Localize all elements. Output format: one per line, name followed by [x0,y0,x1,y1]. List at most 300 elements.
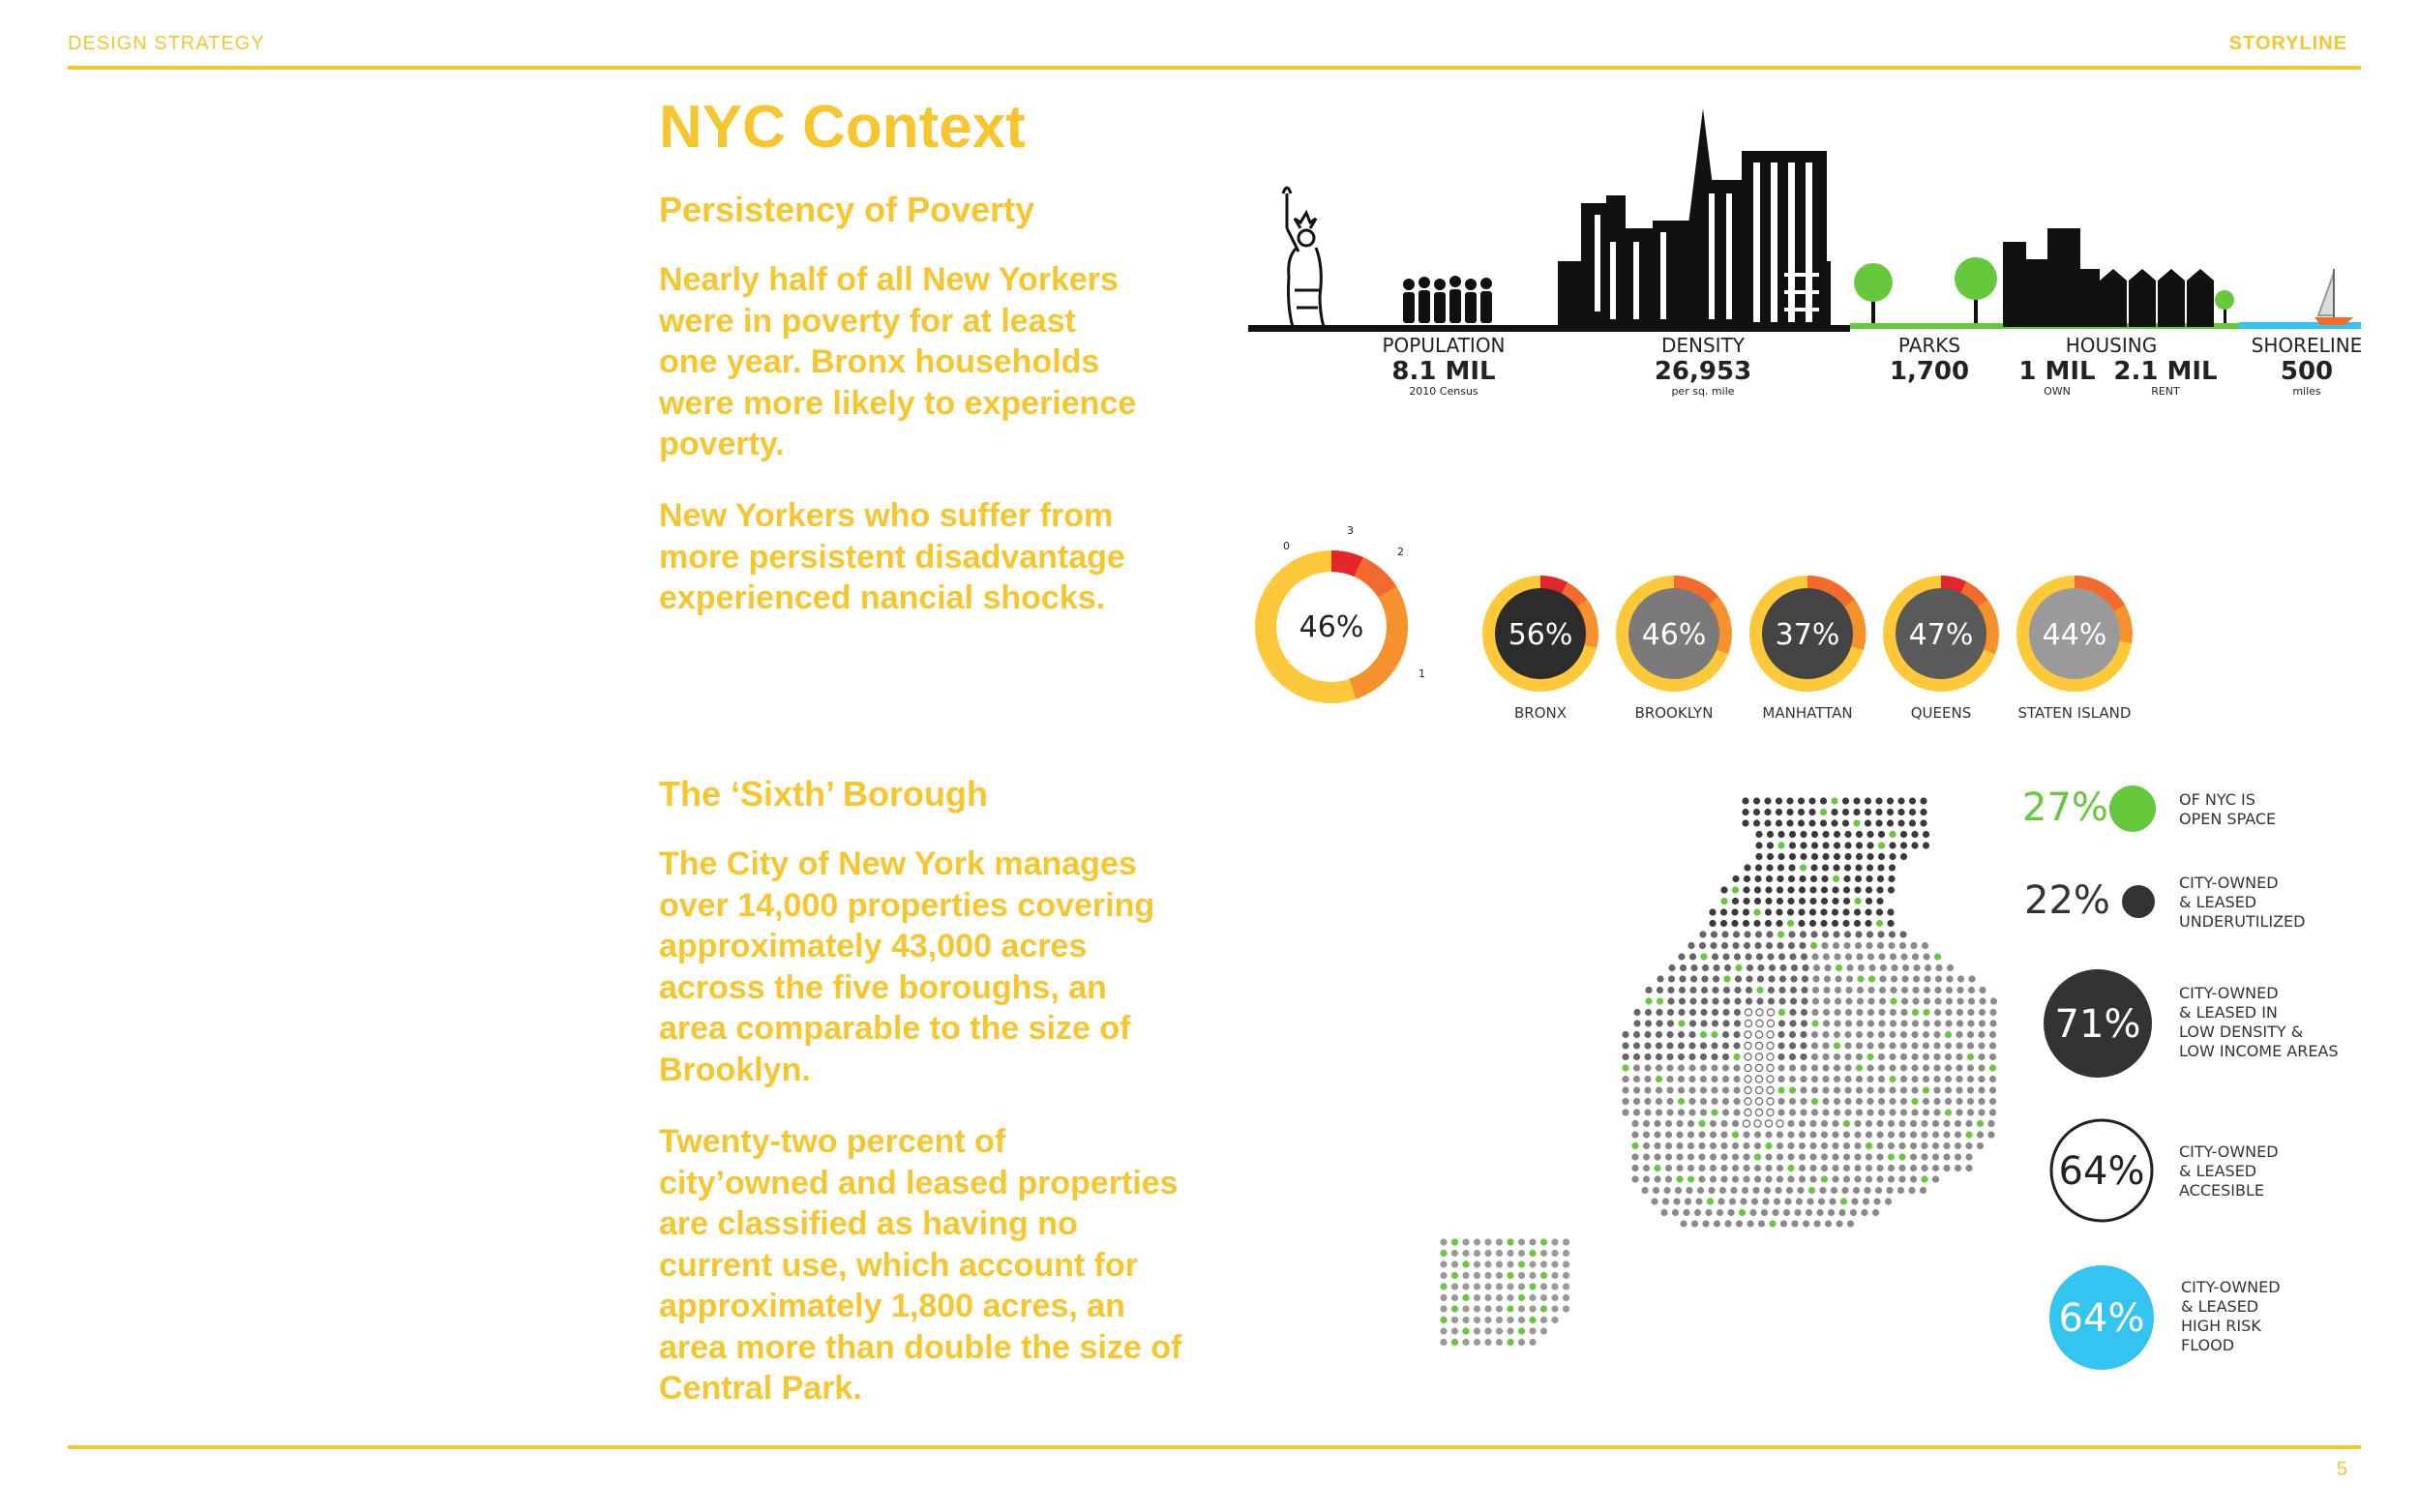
map-dot [1765,1120,1772,1127]
map-dot [1540,1305,1547,1312]
map-dot [1802,964,1808,971]
map-dot [1742,797,1748,804]
map-dot [1924,987,1930,993]
map-dot [1754,1131,1761,1138]
map-dot [1754,942,1761,949]
map-dot [1888,1153,1895,1160]
map-dot [1767,842,1774,848]
map-dot [1787,886,1794,893]
map-dot [1832,1131,1838,1138]
map-dot [1711,1076,1717,1082]
map-dot [1712,1009,1718,1016]
map-dot [1890,953,1896,960]
map-dot [1956,1064,1962,1071]
map-dot [1474,1305,1480,1312]
map-dot [1700,1053,1707,1060]
map-dot [1496,1238,1503,1245]
map-dot [1946,987,1953,993]
map-dot [1722,1053,1729,1060]
map-dot [1440,1294,1447,1301]
map-dot [1864,1187,1870,1194]
map-dot [1755,1053,1762,1060]
map-dot [1734,987,1741,993]
map-dot [1899,931,1906,937]
map-dot [1889,831,1896,838]
map-dot [1484,1339,1491,1346]
map-dot [1943,1120,1950,1127]
map-dot [1687,1131,1694,1138]
map-dot [1898,1142,1905,1149]
map-dot [1856,1109,1863,1115]
map-dot [1689,953,1696,960]
stat-line: FLOOD [2181,1336,2235,1354]
map-dot [1820,920,1827,927]
map-dot [1755,853,1762,860]
map-dot [1753,797,1760,804]
stat-open-space [2022,786,2276,832]
map-dot [1889,864,1896,871]
map-dot [1518,1317,1525,1323]
map-dot [1844,842,1851,848]
map-dot [1824,975,1831,982]
map-dot [1777,842,1784,848]
map-dot [1867,1020,1874,1026]
map-dot [1700,1009,1707,1016]
map-dot [1878,853,1885,860]
map-dot [1879,997,1886,1004]
map-dot [1910,1131,1917,1138]
map-dot [1663,1187,1670,1194]
map-dot [1687,1165,1694,1171]
map-dot [1978,1086,1985,1093]
map-dot [1765,1175,1772,1182]
map-dot [1766,942,1773,949]
map-dot [1800,1031,1807,1038]
map-dot [1943,1153,1950,1160]
map-dot [1989,1064,1996,1071]
map-dot [1897,1187,1904,1194]
map-dot [1873,1198,1880,1204]
map-dot [1710,1165,1717,1171]
map-dot [1496,1272,1503,1279]
map-dot [1697,1187,1704,1194]
map-dot [1518,1305,1525,1312]
map-dot [1811,953,1818,960]
map-dot [1956,1042,1962,1049]
map-dot [1799,886,1806,893]
map-dot [1694,1209,1701,1216]
map-dot [1755,1031,1762,1038]
text-line: were more likely to experience [659,384,1137,422]
map-dot [1665,1131,1672,1138]
map-dot [1854,1142,1861,1149]
map-dot [1631,1175,1638,1182]
map-dot [1729,1198,1736,1204]
map-dot [1769,1220,1776,1227]
map-dot [1777,1175,1783,1182]
map-dot [1657,997,1663,1004]
map-dot [1787,1153,1794,1160]
map-dot [1496,1317,1503,1323]
map-dot [1789,831,1796,838]
ring-value: 47% [1908,618,1974,652]
stat-note: 2010 Census [1409,385,1478,398]
map-dot [1753,819,1760,826]
map-dot [1720,886,1727,893]
map-dot [1946,997,1953,1004]
map-dot [1743,1120,1749,1127]
ring-tick-label: 2 [1397,546,1404,558]
text-line: New Yorkers who suffer from [659,497,1114,534]
map-dot [1866,886,1872,893]
map-dot [1484,1327,1491,1334]
map-dot [1496,1294,1503,1301]
map-dot [1722,1042,1729,1049]
map-dot [1563,1260,1569,1267]
map-dot [1745,1098,1751,1105]
header-left: DESIGN STRATEGY [68,33,265,54]
map-dot [1440,1238,1447,1245]
map-dot [1540,1250,1547,1257]
map-dot [1768,987,1775,993]
map-dot [1820,908,1827,915]
map-dot [1798,908,1805,915]
map-dot [1913,975,1920,982]
map-dot [1834,1020,1840,1026]
map-dot [1822,1053,1829,1060]
map-dot [1678,1009,1685,1016]
text-line: approximately 43,000 acres [659,928,1088,964]
map-dot [1722,1076,1729,1082]
map-dot [1857,987,1864,993]
map-dot [1843,1131,1850,1138]
map-dot [1551,1250,1558,1257]
map-dot [1853,819,1860,826]
text-line: area comparable to the size of [659,1010,1131,1047]
map-dot [1688,1076,1695,1082]
map-dot [1843,1165,1850,1171]
map-dot [1484,1260,1491,1267]
map-dot [1688,1031,1695,1038]
map-dot [1757,975,1764,982]
map-dot [1689,1020,1696,1026]
map-dot [1633,1064,1640,1071]
map-dot [1800,831,1807,838]
map-dot [1923,1042,1929,1049]
map-dot [1733,1064,1740,1071]
map-dot [1722,1098,1729,1105]
map-dot [1811,1098,1818,1105]
map-dot [1866,1142,1872,1149]
map-dot [1777,1064,1784,1071]
map-dot [1767,1086,1774,1093]
map-dot [1854,920,1861,927]
map-dot [1711,1031,1717,1038]
map-dot [1856,1086,1863,1093]
ring-value: 46% [1641,618,1707,652]
map-dot [1710,1142,1717,1149]
map-dot [1856,1020,1863,1026]
map-dot [1777,875,1783,882]
map-dot [1700,1109,1707,1115]
map-dot [1676,1175,1683,1182]
map-dot [1484,1283,1491,1290]
map-dot [1901,987,1908,993]
stat-line: & LEASED [2181,1297,2259,1316]
map-dot [1777,931,1784,937]
map-dot [1767,1009,1774,1016]
map-dot [1912,997,1919,1004]
map-dot [1809,1131,1816,1138]
map-dot [1867,842,1873,848]
map-dot [1900,1031,1907,1038]
map-dot [1967,1109,1974,1115]
map-dot [1854,1131,1861,1138]
map-dot [1687,942,1694,949]
map-dot [1876,1120,1883,1127]
map-dot [1933,1098,1940,1105]
map-dot [1978,1053,1985,1060]
text-line: more persistent disadvantage [659,538,1125,576]
map-dot [1722,1109,1729,1115]
map-dot [1889,1042,1896,1049]
map-dot [1656,1053,1662,1060]
map-dot [1778,997,1785,1004]
map-dot [1633,1076,1640,1082]
map-dot [1811,1031,1818,1038]
map-dot [1780,1220,1787,1227]
map-dot [1833,864,1839,871]
map-dot [1722,1064,1729,1071]
housing-buildings-icon [2003,228,2214,327]
map-dot [1656,1086,1662,1093]
map-dot [1900,831,1907,838]
map-dot [1799,898,1806,904]
map-dot [1633,1042,1640,1049]
map-dot [1934,997,1941,1004]
map-dot [1867,1064,1873,1071]
map-dot [1484,1317,1491,1323]
map-dot [1887,819,1894,826]
map-dot [1563,1305,1569,1312]
text-line: across the five boroughs, an [659,968,1107,1006]
map-dot [1777,1109,1784,1115]
map-dot [1912,1020,1919,1026]
map-dot [1987,1120,1994,1127]
map-dot [1720,908,1727,915]
map-dot [1868,964,1875,971]
map-dot [1868,975,1875,982]
map-dot [1754,875,1761,882]
map-dot [1911,1109,1918,1115]
map-dot [1989,1098,1996,1105]
map-dot [1846,975,1853,982]
map-dot [1843,1120,1850,1127]
map-dot [1731,908,1738,915]
map-dot [1540,1283,1547,1290]
map-dot [1735,975,1742,982]
map-dot [1777,1042,1784,1049]
map-dot [1820,819,1827,826]
map-dot [1878,1020,1885,1026]
map-dot [1783,1209,1790,1216]
map-dot [1507,1305,1513,1312]
map-dot [1856,953,1863,960]
map-dot [1739,1209,1746,1216]
map-dot [1698,1165,1705,1171]
map-dot [1540,1272,1547,1279]
map-dot [1633,1009,1640,1016]
map-dot [1877,942,1884,949]
map-dot [1844,1053,1851,1060]
ring-tick-label: 1 [1419,667,1425,680]
map-dot [1897,819,1904,826]
map-dot [1767,853,1774,860]
map-dot [1811,831,1818,838]
map-dot [1631,1131,1638,1138]
map-dot [1788,875,1795,882]
stat-line: OF NYC IS [2179,790,2255,809]
map-dot [1761,1209,1768,1216]
map-dot [1622,1053,1628,1060]
map-dot [1867,1042,1873,1049]
map-dot [1657,987,1663,993]
map-dot [1819,1187,1826,1194]
map-dot [1787,1175,1794,1182]
map-dot [1844,1086,1851,1093]
map-dot [1507,1283,1513,1290]
map-dot [1666,1086,1673,1093]
map-dot [1909,797,1916,804]
map-dot [1889,931,1896,937]
map-dot [1834,1086,1840,1093]
map-dot [1800,1064,1807,1071]
text-line: poverty. [659,426,785,462]
map-dot [1789,853,1796,860]
map-dot [1921,1165,1927,1171]
map-dot [1777,1031,1784,1038]
map-dot [1865,819,1871,826]
map-dot [1945,1109,1952,1115]
map-dot [1989,1042,1996,1049]
map-dot [1956,1031,1962,1038]
map-dot [1823,987,1830,993]
map-dot [1622,1064,1628,1071]
map-dot [1749,1209,1756,1216]
map-dot [1654,1165,1660,1171]
map-dot [1858,964,1865,971]
map-dot [1767,1020,1774,1026]
map-dot [1440,1327,1447,1334]
map-dot [1786,809,1793,815]
map-dot [1507,1238,1513,1245]
map-dot [1765,1142,1772,1149]
map-dot [1690,964,1697,971]
map-dot [1835,975,1841,982]
map-dot [1474,1250,1480,1257]
ring-value: 56% [1508,618,1573,652]
map-dot [1733,1053,1740,1060]
map-dot [1698,1120,1705,1127]
map-dot [1845,997,1852,1004]
map-dot [1721,942,1728,949]
map-dot [1484,1305,1491,1312]
map-dot [1877,875,1884,882]
stat-line: & LEASED [2179,1162,2257,1180]
map-dot [1787,1165,1794,1171]
map-dot [1989,1009,1996,1016]
map-dot [1656,1031,1662,1038]
map-dot [1844,864,1851,871]
map-dot [1507,1327,1513,1334]
map-dot [1850,1209,1857,1216]
map-dot [1800,1086,1807,1093]
map-dot [1887,809,1894,815]
stat-value: 22% [2024,878,2110,923]
map-dot [1777,1153,1783,1160]
map-dot [1955,1153,1961,1160]
map-dot [1767,1064,1774,1071]
map-dot [1665,1165,1672,1171]
map-dot [1742,1187,1748,1194]
map-dot [1673,1198,1680,1204]
map-dot [1867,1086,1873,1093]
map-dot [1743,886,1749,893]
map-dot [1822,1086,1829,1093]
stat-value: 1 MIL [2018,357,2096,386]
map-dot [1809,1120,1816,1127]
map-dot [1923,831,1929,838]
map-dot [1800,1053,1807,1060]
map-dot [1720,1175,1727,1182]
map-dot [1722,1031,1729,1038]
map-dot [1832,1142,1838,1149]
borough-label: QUEENS [1910,704,1972,722]
map-dot [1867,1009,1874,1016]
map-dot [1474,1283,1480,1290]
map-dot [1700,1098,1707,1105]
map-dot [1853,797,1860,804]
map-dot [1720,1153,1727,1160]
map-dot [1900,1020,1907,1026]
map-dot [1889,1053,1896,1060]
stat-line: & LEASED IN [2179,1003,2278,1022]
map-dot [1743,1142,1749,1149]
stat-note: per sq. mile [1671,385,1735,398]
map-dot [1933,1053,1940,1060]
map-dot [1698,1153,1705,1160]
map-dot [1732,1165,1739,1171]
map-dot [1989,1031,1996,1038]
map-dot [1829,1198,1836,1204]
map-dot [1879,975,1886,982]
map-dot [1777,1086,1784,1093]
map-dot [1967,1031,1974,1038]
map-dot [1529,1305,1536,1312]
map-dot [1789,1064,1796,1071]
stat-low-income [2044,969,2339,1078]
map-dot [1712,987,1718,993]
map-dot [1853,1187,1860,1194]
map-dot [1679,997,1686,1004]
map-dot [1888,1175,1895,1182]
map-dot [1932,1120,1939,1127]
map-dot [1911,1053,1918,1060]
map-dot [1968,975,1975,982]
map-dot [1865,797,1871,804]
skyline-stats [1382,334,2362,398]
map-dot [1721,931,1728,937]
